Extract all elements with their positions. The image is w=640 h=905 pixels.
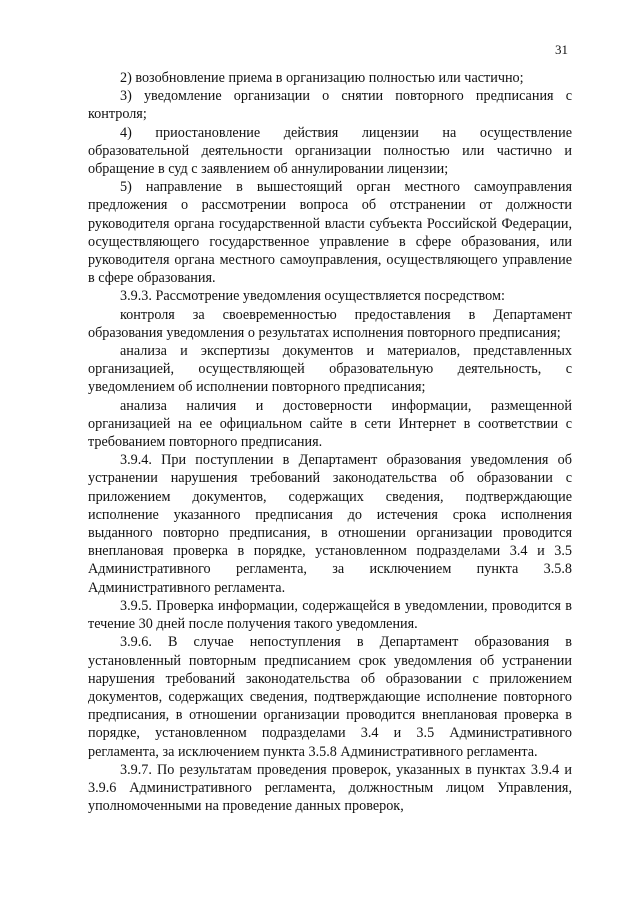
paragraph-analysis-website: анализа наличия и достоверности информации, размещенной организацией на ее официальном сайте в сети Интернет в соответствии с требованием повторного предписания. [88, 397, 572, 451]
paragraph-item-3: 3) уведомление организации о снятии повторного предписания с контроля; [88, 88, 572, 123]
document-body [88, 69, 572, 815]
paragraph-analysis-documents: анализа и экспертизы документов и материалов, представленных организацией, осуществляющей образовательную деятельность, с уведомлением об исполнении повторного предписания; [88, 343, 572, 396]
paragraph-control-timeliness: контроля за своевременностью предоставления в Департамент образования уведомления о результатах исполнения повторного предписания; [88, 306, 572, 341]
paragraph-item-4: 4) приостановление действия лицензии на осуществление образовательной деятельности организации полностью или частично и обращение в суд с заявлением об аннулировании лицензии; [88, 124, 572, 178]
paragraph-3-9-5: 3.9.5. Проверка информации, содержащейся в уведомлении, проводится в течение 30 дней после получения такого уведомления. [88, 597, 572, 633]
paragraph-item-5: 5) направление в вышестоящий орган местного самоуправления предложения о рассмотрении вопроса об отстранении от должности руководителя органа государственной власти субъекта Российской Федерации, осуществляющего государственное управление в сфере образования, или руководителя органа местного самоуправления, осуществляющего управление в сфере образования. [88, 179, 572, 287]
paragraph-3-9-6: 3.9.6. В случае непоступления в Департамент образования в установленный повторным предписанием срок уведомления об устранении нарушения требований законодательства об образовании с приложением документов, содержащих сведения, подтверждающие исполнение повторного предписания, в отношении организации проводится внеплановая проверка в порядке, установленном подразделами 3.4 и 3.5 Административного регламента, за исключением пункта 3.5.8 Административного регламента. [88, 634, 572, 760]
paragraph-item-2: 2) возобновление приема в организацию полностью или частично; [120, 70, 524, 86]
paragraph-3-9-3: 3.9.3. Рассмотрение уведомления осуществляется посредством: [120, 288, 505, 305]
page-number: 31 [555, 42, 568, 57]
paragraph-3-9-4: 3.9.4. При поступлении в Департамент образования уведомления об устранении нарушения требований законодательства об образовании с приложением документов, содержащих сведения, подтверждающие исполнение указанного предписания до истечения срока исполнения выданного повторно предписания, в отношении организации проводится внеплановая проверка в порядке, установленном подразделами 3.4 и 3.5 Административного регламента, за исключением пункта 3.5.8 Административного регламента. [88, 452, 572, 596]
paragraph-3-9-7: 3.9.7. По результатам проведения проверок, указанных в пунктах 3.9.4 и 3.9.6 Административного регламента, должностным лицом Управления, уполномоченными на проведение данных проверок, [88, 761, 572, 815]
